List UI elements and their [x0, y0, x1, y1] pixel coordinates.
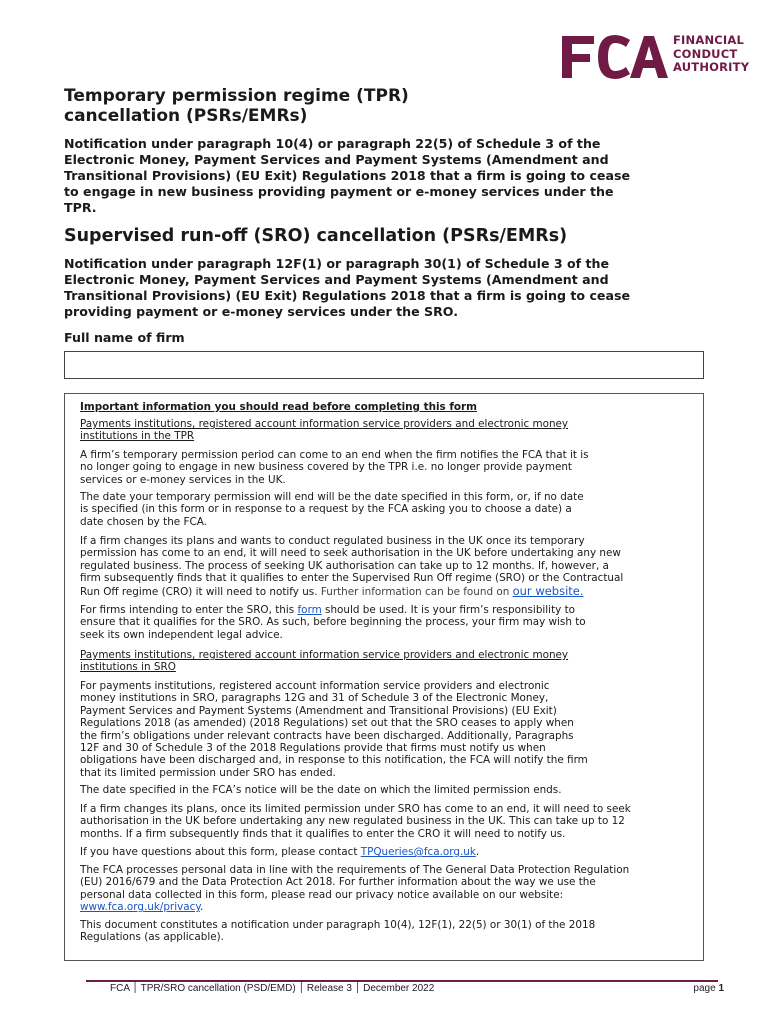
tpr-line: to engage in new business providing payment or e-money services under the [64, 184, 614, 199]
tpr-line: Notification under paragraph 10(4) or paragraph 22(5) of Schedule 3 of the [64, 136, 601, 151]
info-paragraph-4 [80, 604, 700, 641]
info-paragraph-3 [80, 535, 700, 598]
logo-line-3: AUTHORITY [673, 60, 750, 74]
tpqueries-email-link[interactable]: TPQueries@fca.org.uk [360, 846, 476, 858]
info-line: institutions in the TPR [80, 430, 195, 443]
info-line: ensure that it qualifies for the SRO. As such, before beginning the process, your firm may wish to [80, 616, 586, 629]
privacy-link[interactable]: www.fca.org.uk/privacy [80, 901, 200, 914]
info-line: is specified (in this form or in response to a request by the FCA asking you to choose a date) a [80, 503, 572, 516]
info-line: (EU) 2016/679 and the Data Protection Act 2018. For further information about the way we use the [80, 876, 596, 889]
info-line: money institutions in SRO, paragraphs 12G and 31 of Schedule 3 of the Electronic Money, [80, 692, 549, 705]
info-line: no longer going to engage in new business covered by the TPR i.e. no longer provide payment [80, 461, 572, 474]
sro-line: Electronic Money, Payment Services and Payment Systems (Amendment and [64, 272, 609, 287]
sro-line: Transitional Provisions) (EU Exit) Regulations 2018 that a firm is going to cease [64, 288, 630, 303]
info-paragraph-9 [80, 864, 700, 914]
firm-name-label: Full name of firm [64, 330, 185, 345]
logo-line-2: CONDUCT [673, 46, 738, 61]
sro-line: providing payment or e-money services under the SRO. [64, 304, 458, 319]
sro-heading: Supervised run-off (SRO) cancellation (PSRs/EMRs) [64, 226, 568, 246]
info-line: authorisation in the UK before undertaking any new regulated business in the UK. This can take up to 12 [80, 815, 625, 828]
page-title [64, 86, 724, 126]
info-line: Payment Services and Payment Systems (Amendment and Transitional Provisions) (EU Exit) [80, 704, 557, 717]
footer-text: FCA ׀ TPR/SRO cancellation (PSD/EMD) ׀ Release 3 ׀ December 2022 [110, 983, 435, 994]
info-line: the firm’s obligations under relevant contracts have been discharged. Additionally, Paragraphs [80, 729, 574, 742]
info-line: seek its own independent legal advice. [80, 628, 283, 641]
info-paragraph-6: The date specified in the FCA’s notice will be the date on which the limited permission ends. [80, 784, 562, 796]
tpr-line: Electronic Money, Payment Services and Payment Systems (Amendment and [64, 152, 609, 167]
tpr-notification-text [64, 136, 724, 216]
info-line [80, 901, 700, 913]
info-line: personal data collected in this form, please read our privacy notice available on our website: [80, 888, 564, 901]
info-line: For payments institutions, registered account information service providers and electronic [80, 680, 550, 692]
tpr-line: Transitional Provisions) (EU Exit) Regulations 2018 that a firm is going to cease [64, 168, 630, 183]
info-line: If a firm changes its plans, once its limited permission under SRO has come to an end, it will need to seek [80, 803, 631, 815]
info-line: Regulations (as applicable). [80, 931, 224, 944]
info-line: Regulations 2018 (as amended) (2018 Regulations) set out that the SRO ceases to apply when [80, 717, 574, 730]
fca-logo-mark [560, 32, 670, 82]
info-text: Further information can be found on [320, 585, 510, 598]
info-text: For firms intending to enter the SRO, this [80, 604, 295, 616]
sro-notification-text [64, 256, 724, 320]
info-paragraph-8 [80, 846, 700, 858]
firm-name-input[interactable] [64, 351, 704, 379]
info-line: If a firm changes its plans and wants to conduct regulated business in the UK once its temporary [80, 535, 585, 547]
info-line: The date your temporary permission will end will be the date specified in this form, or, if no date [80, 491, 584, 503]
info-line: months. If a firm subsequently finds that it qualifies to enter the CRO it will need to notify us. [80, 827, 566, 840]
our-website-link[interactable]: our website. [512, 583, 584, 598]
fca-logo-text [673, 34, 749, 75]
page-title-line-2: cancellation (PSRs/EMRs) [64, 106, 308, 126]
page-number-value: 1 [718, 983, 724, 994]
info-line: obligations have been discharged and, in response to this notification, the FCA will notify the firm [80, 754, 588, 767]
info-sro-heading [80, 649, 700, 674]
info-paragraph-10 [80, 919, 700, 944]
page-number [693, 983, 724, 994]
footer-divider [86, 980, 718, 982]
info-line: regulated business. The process of seeking UK authorisation can take up to 12 months. If, however, a [80, 559, 609, 572]
info-paragraph-1 [80, 449, 700, 486]
info-line [80, 604, 700, 616]
info-line: The FCA processes personal data in line with the requirements of The General Data Protection Regulation [80, 864, 630, 876]
info-tpr-heading [80, 418, 700, 443]
info-paragraph-5 [80, 680, 700, 779]
info-title: Important information you should read before completing this form [80, 401, 477, 413]
logo-line-1: FINANCIAL [673, 33, 745, 47]
info-line: A firm’s temporary permission period can come to an end when the firm notifies the FCA that it is [80, 449, 589, 461]
info-line: permission has come to an end, it will need to seek authorisation in the UK before undertaking any new [80, 547, 621, 560]
info-line: Payments institutions, registered account information service providers and electronic money [80, 418, 569, 430]
info-text: . [475, 846, 480, 858]
info-line [80, 585, 700, 598]
info-text: . [199, 901, 204, 914]
info-line: institutions in SRO [80, 661, 176, 674]
info-paragraph-7 [80, 803, 700, 840]
info-line: This document constitutes a notification under paragraph 10(4), 12F(1), 22(5) or 30(1) of the 2018 [80, 919, 596, 931]
info-text: If you have questions about this form, please contact [80, 846, 358, 858]
info-line: that its limited permission under SRO has ended. [80, 766, 336, 779]
info-line: date chosen by the FCA. [80, 515, 207, 528]
page-label: page [693, 983, 716, 994]
info-paragraph-2 [80, 491, 700, 528]
page-title-line-1: Temporary permission regime (TPR) [64, 86, 409, 106]
info-line: services or e-money services in the UK. [80, 473, 286, 486]
sro-line: Notification under paragraph 12F(1) or paragraph 30(1) of Schedule 3 of the [64, 256, 610, 271]
fca-logo [560, 32, 755, 82]
info-line: firm subsequently finds that it qualifies to enter the Supervised Run Off regime (SRO) or the Contractual [80, 572, 624, 585]
info-line: Payments institutions, registered account information service providers and electronic money [80, 649, 569, 661]
sro-form-link[interactable]: form [297, 604, 322, 616]
tpr-line: TPR. [64, 200, 97, 215]
info-text: should be used. It is your firm’s responsibility to [325, 604, 576, 616]
info-line: 12F and 30 of Schedule 3 of the 2018 Regulations provide that firms must notify us when [80, 742, 546, 755]
info-text: Run Off regime (CRO) it will need to notify us. [80, 585, 318, 598]
